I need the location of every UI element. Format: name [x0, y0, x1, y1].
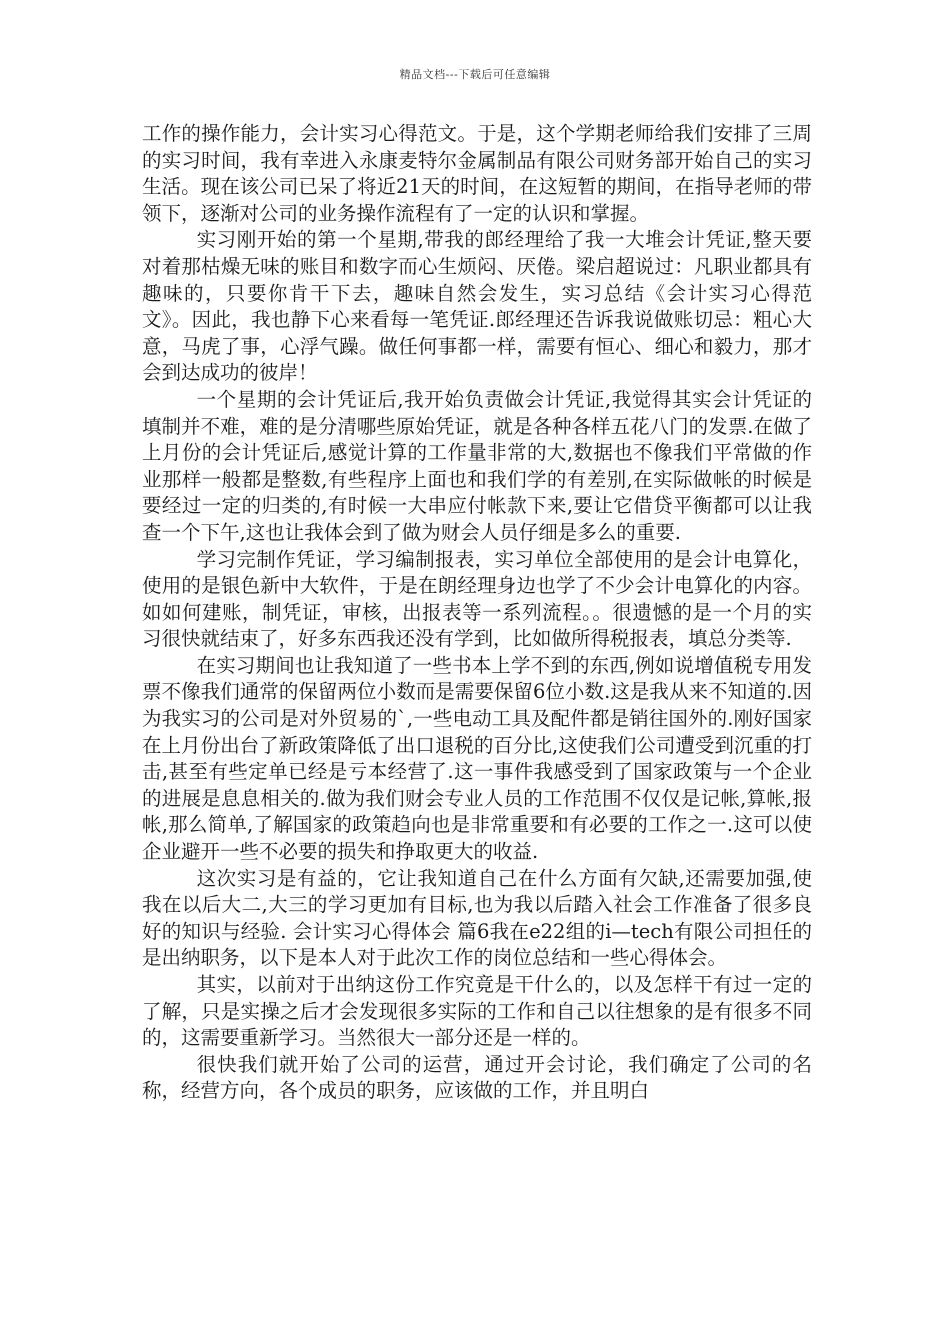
paragraph-6: 这次实习是有益的，它让我知道自己在什么方面有欠缺,还需要加强,使我在以后大二,大三的学习更加有目标,也为我以后踏入社会工作准备了很多良好的知识与经验. 会计实习心得体会 篇6我在e22组的i—tech有限公司担任的是出纳职务，以下是本人对于此次工作的岗位总结和一些心得体会。	[142, 866, 812, 970]
paragraph-7: 其实，以前对于出纳这份工作究竟是干什么的，以及怎样干有过一定的了解，只是实操之后才会发现很多实际的工作和自己以往想象的是有很多不同的，这需要重新学习。当然很大一部分还是一样的。	[142, 973, 812, 1050]
document-body	[142, 121, 812, 1105]
paragraph-3: 一个星期的会计凭证后,我开始负责做会计凭证,我觉得其实会计凭证的填制并不难，难的是分清哪些原始凭证，就是各种各样五花八门的发票.在做了上月份的会计凭证后,感觉计算的工作量非常的大,数据也不像我们平常做的作业那样一般都是整数,有些程序上面也和我们学的有差别,在实际做帐的时候是要经过一定的归类的,有时候一大串应付帐款下来,要让它借贷平衡都可以让我查一个下午,这也让我体会到了做为财会人员仔细是多么的重要.	[142, 387, 812, 544]
paragraph-8: 很快我们就开始了公司的运营，通过开会讨论，我们确定了公司的名称，经营方向，各个成员的职务，应该做的工作，并且明白	[142, 1052, 812, 1103]
paragraph-1: 工作的操作能力，会计实习心得范文。于是，这个学期老师给我们安排了三周的实习时间，我有幸进入永康麦特尔金属制品有限公司财务部开始自己的实习生活。现在该公司已呆了将近21天的时间，在这短暂的期间，在指导老师的带领下，逐渐对公司的业务操作流程有了一定的认识和掌握。	[142, 122, 812, 225]
paragraph-4: 学习完制作凭证，学习编制报表，实习单位全部使用的是会计电算化，使用的是银色新中大软件，于是在朗经理身边也学了不少会计电算化的内容。如如何建账，制凭证，审核，出报表等一系列流程。。很遗憾的是一个月的实习很快就结束了，好多东西我还没有学到，比如做所得税报表，填总分类等.	[142, 547, 812, 651]
paragraph-2: 实习刚开始的第一个星期,带我的郎经理给了我一大堆会计凭证,整天要对着那枯燥无味的账目和数字而心生烦闷、厌倦。梁启超说过：凡职业都具有趣味的，只要你肯干下去，趣味自然会发生，实习总结《会计实习心得范文》。因此，我也静下心来看每一笔凭证.郎经理还告诉我说做账切忌：粗心大意，马虎了事，心浮气躁。做任何事都一样，需要有恒心、细心和毅力，那才会到达成功的彼岸！	[142, 228, 812, 385]
page-header: 精品文档---下载后可任意编辑	[399, 68, 551, 81]
paragraph-5: 在实习期间也让我知道了一些书本上学不到的东西,例如说增值税专用发票不像我们通常的保留两位小数而是需要保留6位小数.这是我从来不知道的.因为我实习的公司是对外贸易的`,一些电动工具及配件都是销往国外的.刚好国家在上月份出台了新政策降低了出口退税的百分比,这使我们公司遭受到沉重的打击,甚至有些定单已经是亏本经营了.这一事件我感受到了国家政策与一个企业的进展是息息相关的.做为我们财会专业人员的工作范围不仅仅是记帐,算帐,报帐,那么简单,了解国家的政策趋向也是非常重要和有必要的工作之一.这可以使企业避开一些不必要的损失和挣取更大的收益.	[142, 653, 812, 864]
